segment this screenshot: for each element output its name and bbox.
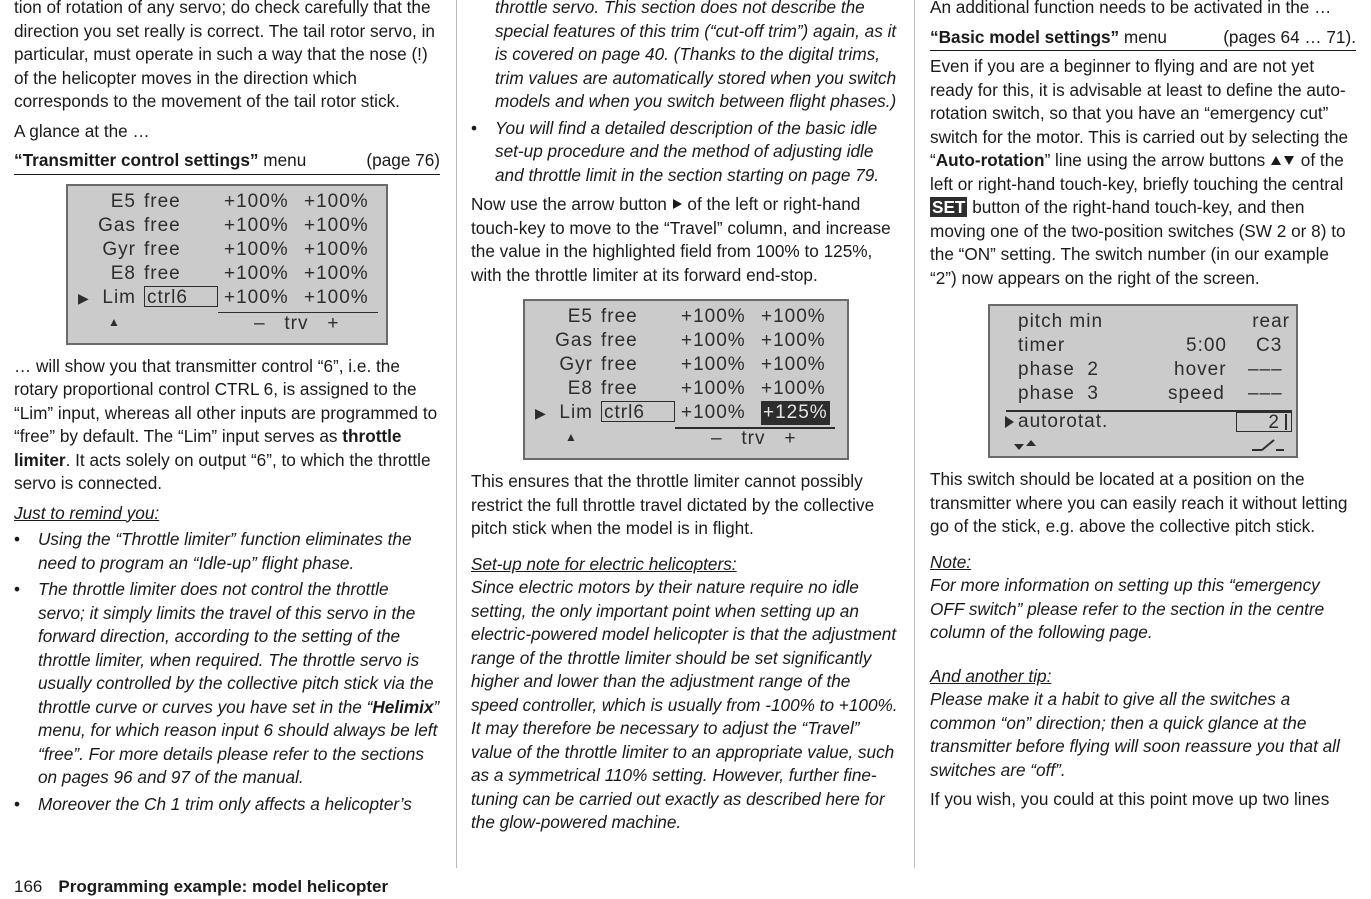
switch-symbol-icon <box>1248 436 1288 452</box>
lcd-travel-left: +100% <box>224 214 289 236</box>
menu-word: menu <box>1119 26 1167 47</box>
paragraph <box>930 55 1356 290</box>
lcd-label-phase2: phase 2 <box>1018 359 1099 380</box>
subheading: Note: <box>930 551 972 572</box>
subheading: Set-up note for electric helicopters: <box>471 553 737 574</box>
cursor-arrow-icon <box>1004 415 1016 429</box>
paragraph: This ensures that the throttle limiter cannot possibly restrict the full throttle travel dictated by the collective pitch stick when the model is in flight. <box>471 471 875 538</box>
lcd-travel-left: +100% <box>224 262 289 284</box>
menu-word: menu <box>258 150 307 170</box>
bullet-item: • Using the “Throttle limiter” function eliminates the need to program an “Idle-up” flight phase. <box>14 528 440 575</box>
lcd-input-label: Gyr <box>559 354 593 375</box>
text: Even if you are a beginner to flying and are not yet ready for this, it is advisable at least to define the auto-rotation switch, so that you have an “emergency cut” switch for the motor. This is carried out by selecting the “ <box>930 56 1349 170</box>
text: ” menu, for which reason input 6 should always be left “free”. For more details please refer to the sections on pages 96 and 97 of the manual. <box>38 696 440 787</box>
subheading: And another tip: <box>930 665 1052 686</box>
menu-name: “Basic model settings” <box>930 26 1120 47</box>
lcd-control-value: free <box>601 378 638 399</box>
lcd-control-value[interactable]: ctrl6 <box>144 286 218 307</box>
text: Now use the arrow button <box>471 194 672 214</box>
lcd-trv-label: – trv + <box>254 312 340 334</box>
menu-page: (pages 64 … 71). <box>1223 26 1356 47</box>
paragraph: Please make it a habit to give all the switches a common “on” direction; then a quick glance at the transmitter before flying will soon reassure you that all switches are “off”. <box>930 689 1340 780</box>
lcd-value-rear: rear <box>1252 311 1290 332</box>
paragraph: Since electric motors by their nature require no idle setting, the only important point when setting up an electric-powered model helicopter is that the adjustment range of the throttle limiter should be set significantly higher and lower than the adjustment range of the speed controller, which is usually from -100% to +100%. It may therefore be necessary to adjust the “Travel” value of the throttle limiter to an appropriate value, such as a symmetrical 110% setting. However, further fine-tuning can be carried out exactly as described here for the glow-powered machine. <box>471 577 898 832</box>
lcd-travel-right: +100% <box>304 214 369 236</box>
switch-bar <box>1285 414 1287 430</box>
lcd-label-phase3: phase 3 <box>1018 383 1099 404</box>
lcd-travel-right: +100% <box>304 238 369 260</box>
cursor-arrow-icon: ▶ <box>78 289 90 306</box>
lcd-input-label: Gyr <box>102 238 136 260</box>
bold-text: Auto-rotation <box>935 150 1045 170</box>
lcd-value-hover: hover <box>1174 359 1227 380</box>
lcd-control-value[interactable]: ctrl6 <box>601 401 675 422</box>
lcd-travel-right: +100% <box>304 190 369 212</box>
text: of the left or right-hand touch-key to move to the “Travel” column, and increase the value in the highlighted field from 100% to 125%, with the throttle limiter at its forward end-stop. <box>471 194 891 285</box>
lcd-travel-right: +100% <box>761 330 826 351</box>
lcd-input-label: E8 <box>110 262 136 284</box>
lcd-travel-left: +100% <box>224 286 289 308</box>
lcd-travel-right: +100% <box>761 354 826 375</box>
lcd-trv-label: – trv + <box>711 428 797 449</box>
lcd-label-timer: timer <box>1018 335 1066 356</box>
text: . It acts solely on output “6”, to which the throttle servo is connected. <box>14 449 431 493</box>
lcd-travel-left: +100% <box>224 238 289 260</box>
text: The throttle limiter does not control the throttle servo; it simply limits the travel of this servo in the forward direction, according to the setting of the throttle limiter, when required. The throttle servo is usually controlled by the collective pitch stick via the throttle curve or curves you have set in the “ <box>38 579 434 717</box>
lcd-up-arrow-icon: ▲ <box>565 430 578 444</box>
lcd-control-value: free <box>601 306 638 327</box>
lcd-travel-right: +100% <box>304 262 369 284</box>
lcd-input-label: Gas <box>555 330 593 351</box>
set-key-icon: SET <box>932 197 966 217</box>
switch-field[interactable] <box>1236 412 1292 432</box>
lcd-input-label: Gas <box>98 214 136 236</box>
paragraph: A glance at the … <box>14 120 150 141</box>
text: of the left or right-hand touch-key, briefly touching the central <box>930 150 1344 194</box>
text: ” line using the arrow buttons <box>1044 150 1271 170</box>
page-number: 166 <box>14 877 43 896</box>
text: … will show you that transmitter control “6”, i.e. the rotary proportional control CTRL 6, is assigned to the “Lim” input, whereas all other inputs are programmed to “free” by default. The “Lim” input serves as <box>14 355 438 446</box>
lcd-input-label: Lim <box>559 402 593 423</box>
bold-text: Helimix <box>372 696 434 717</box>
arrow-down-up-icon <box>1012 438 1042 452</box>
text: button of the right-hand touch-key, and then moving one of the two-position switches (SW 2 or 8) to the “ON” setting. The switch number (in our example “2”) now appears on the right of the screen. <box>930 197 1346 288</box>
lcd-value-speed: speed <box>1168 383 1225 404</box>
menu-name: “Transmitter control settings” <box>14 150 259 170</box>
menu-heading <box>14 149 440 175</box>
lcd-travel-left: +100% <box>681 402 746 423</box>
lcd-travel-left: +100% <box>681 378 746 399</box>
bullet-item: • Moreover the Ch 1 trim only affects a helicopter’s <box>14 793 440 817</box>
arrow-right-icon <box>672 198 683 210</box>
lcd-input-label: E5 <box>110 190 136 212</box>
menu-page: (page 76) <box>366 150 440 170</box>
lcd-travel-left: +100% <box>224 190 289 212</box>
lcd-travel-left: +100% <box>681 306 746 327</box>
paragraph: If you wish, you could at this point move up two lines <box>930 789 1330 809</box>
switch-number: 2 <box>1268 412 1280 433</box>
column-right <box>930 0 1356 812</box>
lcd-travel-right: +100% <box>304 286 369 308</box>
bullet-item: • You will find a detailed description of the basic idle set-up procedure and the method of adjusting idle and throttle limit in the section starting on page 79. <box>471 117 901 188</box>
page-footer <box>14 875 388 899</box>
arrow-up-down-icon <box>1270 154 1296 166</box>
lcd-control-value: free <box>601 354 638 375</box>
paragraph <box>471 193 901 287</box>
lcd-control-value: free <box>144 214 181 236</box>
column-divider <box>456 0 457 868</box>
lcd-travel-right: +100% <box>761 378 826 399</box>
lcd-value-timer: 5:00 <box>1186 335 1227 356</box>
lcd-input-label: E5 <box>567 306 593 327</box>
lcd-travel-left: +100% <box>681 354 746 375</box>
lcd-screen-travel <box>523 299 849 460</box>
column-middle <box>471 0 901 835</box>
footer-title: Programming example: model helicopter <box>58 877 389 896</box>
paragraph: An additional function needs to be activated in the … <box>930 0 1332 17</box>
cursor-arrow-icon: ▶ <box>535 405 547 421</box>
lcd-travel-right[interactable]: +125% <box>763 402 828 423</box>
lcd-dash: ––– <box>1248 383 1283 404</box>
lcd-label-pitch-min: pitch min <box>1018 311 1104 332</box>
paragraph <box>14 355 440 496</box>
lcd-up-arrow-icon: ▲ <box>108 314 121 329</box>
lcd-screen-transmitter-control <box>66 184 388 345</box>
lcd-control-value: free <box>144 190 181 212</box>
column-left <box>14 0 440 816</box>
paragraph: For more information on setting up this “emergency OFF switch” please refer to the section in the centre column of the following page. <box>930 575 1325 642</box>
paragraph: tion of rotation of any servo; do check carefully that the direction you set really is correct. The tail rotor servo, in particular, must operate in such a way that the nose (!) of the helicopter moves in the direction which corresponds to the movement of the tail rotor stick. <box>14 0 435 111</box>
subheading: Just to remind you: <box>14 502 160 523</box>
paragraph: This switch should be located at a position on the transmitter where you can easily reach it without letting go of the stick, e.g. above the collective pitch stick. <box>930 469 1348 536</box>
lcd-input-label: Lim <box>102 286 136 308</box>
lcd-control-value: free <box>144 262 181 284</box>
lcd-input-label: E8 <box>567 378 593 399</box>
paragraph: throttle servo. This section does not describe the special features of this trim (“cut-off trim”) again, as it is covered on page 40. (Thanks to the digital trims, trim values are automatically stored when you switch models and when you switch between flight phases.) <box>495 0 897 111</box>
lcd-screen-basic-settings <box>988 304 1298 458</box>
lcd-travel-left: +100% <box>681 330 746 351</box>
column-divider <box>914 0 915 868</box>
menu-heading <box>930 26 1356 52</box>
lcd-value-c3: C3 <box>1256 335 1283 356</box>
lcd-control-value: free <box>601 330 638 351</box>
lcd-control-value: free <box>144 238 181 260</box>
bullet-item <box>14 578 440 790</box>
bold-text: throttle limiter <box>14 426 402 470</box>
lcd-dash: ––– <box>1248 359 1283 380</box>
lcd-label-autorotat: autorotat. <box>1018 411 1109 432</box>
lcd-travel-right: +100% <box>761 306 826 327</box>
